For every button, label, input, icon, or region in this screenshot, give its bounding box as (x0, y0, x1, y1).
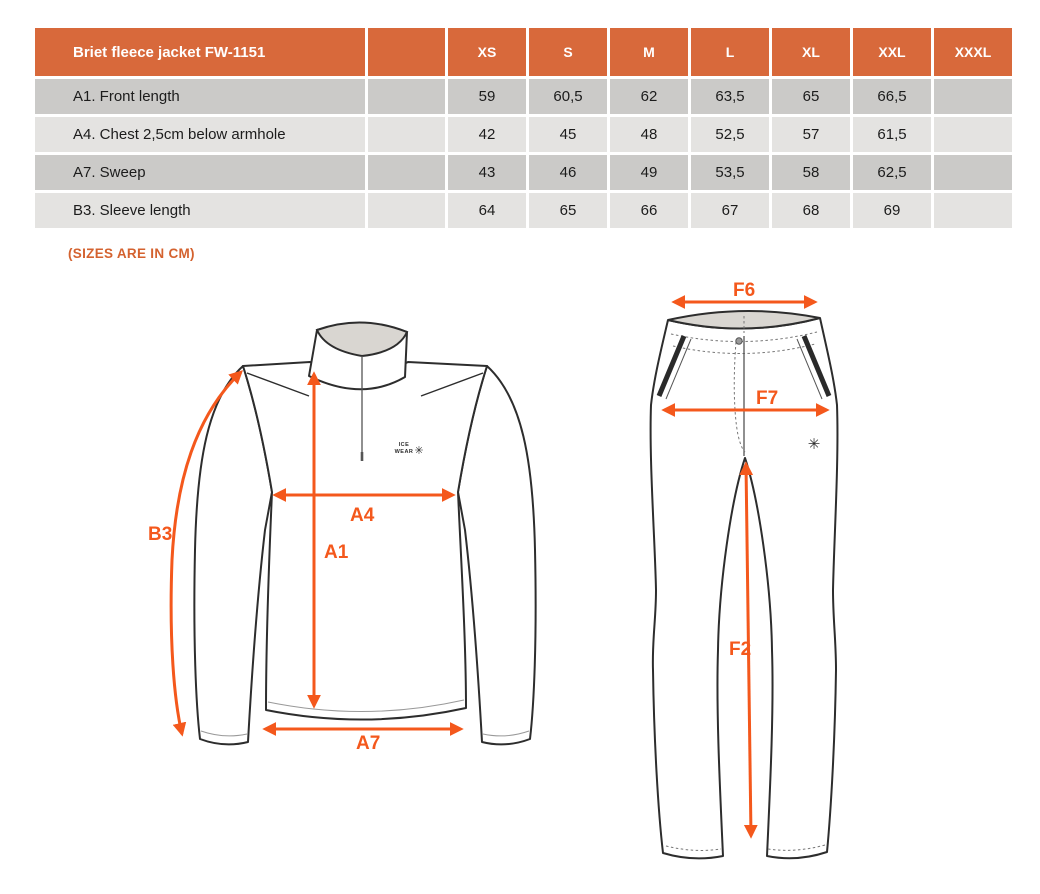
size-chart-table (35, 28, 1012, 228)
value-cell: 60,5 (529, 79, 607, 114)
size-header-xxxl: XXXL (934, 28, 1012, 76)
value-cell: 45 (529, 117, 607, 152)
size-header-xs: XS (448, 28, 526, 76)
value-cell: 62 (610, 79, 688, 114)
value-cell (934, 193, 1012, 228)
value-cell: 46 (529, 155, 607, 190)
row-label-sweep: A7. Sweep (35, 155, 365, 190)
pants-diagram (651, 280, 838, 858)
size-header-s: S (529, 28, 607, 76)
snowflake-icon: ✳ (807, 436, 821, 453)
brand-logo-text-line1: ICE (398, 442, 410, 448)
pants-button (736, 338, 742, 344)
brand-logo-text-line2: WEAR (394, 449, 414, 455)
measure-label-a4: A4 (350, 505, 375, 526)
value-cell: 61,5 (853, 117, 931, 152)
sizes-unit-note: (SIZES ARE IN CM) (68, 246, 195, 261)
row-label-front-length: A1. Front length (35, 79, 365, 114)
measure-label-f6: F6 (733, 280, 756, 301)
row-label-sleeve-length: B3. Sleeve length (35, 193, 365, 228)
value-cell: 53,5 (691, 155, 769, 190)
table-title: Briet fleece jacket FW-1151 (35, 28, 365, 76)
size-header-m: M (610, 28, 688, 76)
value-cell: 66,5 (853, 79, 931, 114)
snowflake-icon: ✳ (414, 445, 424, 457)
value-cell: 68 (772, 193, 850, 228)
value-cell: 63,5 (691, 79, 769, 114)
size-header-l: L (691, 28, 769, 76)
measure-label-b3: B3 (148, 524, 173, 545)
value-cell: 59 (448, 79, 526, 114)
value-cell (934, 155, 1012, 190)
row-spacer-cell (368, 79, 445, 114)
jacket-diagram (148, 322, 536, 754)
size-header-xxl: XXL (853, 28, 931, 76)
row-spacer-cell (368, 117, 445, 152)
jacket-torso (243, 362, 487, 720)
value-cell: 65 (529, 193, 607, 228)
value-cell: 67 (691, 193, 769, 228)
value-cell (934, 79, 1012, 114)
value-cell: 42 (448, 117, 526, 152)
value-cell (934, 117, 1012, 152)
value-cell: 65 (772, 79, 850, 114)
size-header-xl: XL (772, 28, 850, 76)
value-cell: 64 (448, 193, 526, 228)
value-cell: 58 (772, 155, 850, 190)
value-cell: 52,5 (691, 117, 769, 152)
measure-label-a7: A7 (356, 733, 381, 754)
value-cell: 43 (448, 155, 526, 190)
measure-label-a1: A1 (324, 542, 349, 563)
value-cell: 48 (610, 117, 688, 152)
measure-label-f2: F2 (729, 639, 752, 660)
value-cell: 62,5 (853, 155, 931, 190)
value-cell: 69 (853, 193, 931, 228)
value-cell: 66 (610, 193, 688, 228)
measure-label-f7: F7 (756, 388, 779, 409)
row-spacer-cell (368, 155, 445, 190)
measurement-diagrams (0, 270, 1040, 894)
value-cell: 57 (772, 117, 850, 152)
value-cell: 49 (610, 155, 688, 190)
row-label-chest: A4. Chest 2,5cm below armhole (35, 117, 365, 152)
header-spacer-cell (368, 28, 445, 76)
row-spacer-cell (368, 193, 445, 228)
